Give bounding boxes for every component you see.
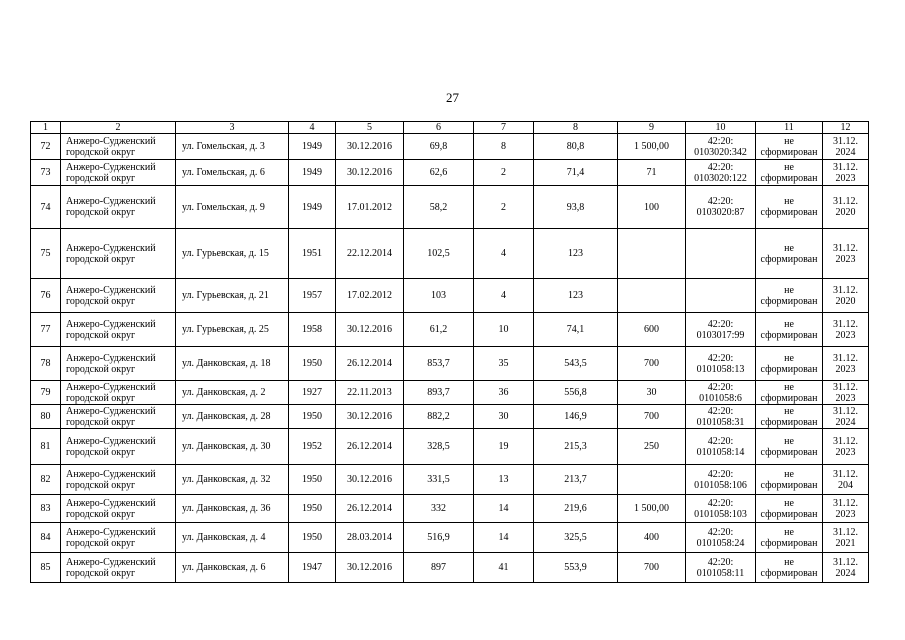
- deadline-cell: 31.12. 2024: [823, 134, 869, 160]
- year-cell: 1947: [289, 553, 336, 583]
- date-cell: 30.12.2016: [336, 553, 404, 583]
- year-cell: 1950: [289, 405, 336, 429]
- area-cell: 102,5: [404, 229, 474, 279]
- column-9-cell: [618, 279, 686, 313]
- year-cell: 1950: [289, 347, 336, 381]
- status-cell: не сформирован: [756, 134, 823, 160]
- date-cell: 17.01.2012: [336, 186, 404, 229]
- page-number: 27: [446, 90, 459, 105]
- column-8-cell: 325,5: [534, 523, 618, 553]
- address-cell: ул. Гомельская, д. 6: [176, 160, 289, 186]
- column-header: 11: [756, 122, 823, 134]
- column-9-cell: [618, 229, 686, 279]
- column-9-cell: 1 500,00: [618, 134, 686, 160]
- date-cell: 30.12.2016: [336, 405, 404, 429]
- cadastral-number-cell: 42:20: 0101058:14: [686, 429, 756, 465]
- table-row: [31, 495, 869, 523]
- column-7-cell: 30: [474, 405, 534, 429]
- row-number: 83: [31, 495, 61, 523]
- year-cell: 1957: [289, 279, 336, 313]
- row-number: 74: [31, 186, 61, 229]
- year-cell: 1958: [289, 313, 336, 347]
- deadline-cell: 31.12. 2023: [823, 347, 869, 381]
- cadastral-number-cell: 42:20: 0101058:11: [686, 553, 756, 583]
- district-cell: Анжеро-Судженский городской округ: [61, 229, 176, 279]
- column-header: 7: [474, 122, 534, 134]
- status-cell: не сформирован: [756, 523, 823, 553]
- status-cell: не сформирован: [756, 347, 823, 381]
- address-cell: ул. Данковская, д. 28: [176, 405, 289, 429]
- row-number: 80: [31, 405, 61, 429]
- area-cell: 103: [404, 279, 474, 313]
- column-9-cell: 100: [618, 186, 686, 229]
- column-8-cell: 123: [534, 229, 618, 279]
- row-number: 77: [31, 313, 61, 347]
- area-cell: 331,5: [404, 465, 474, 495]
- column-8-cell: 74,1: [534, 313, 618, 347]
- column-7-cell: 41: [474, 553, 534, 583]
- date-cell: 28.03.2014: [336, 523, 404, 553]
- area-cell: 62,6: [404, 160, 474, 186]
- date-cell: 26.12.2014: [336, 429, 404, 465]
- district-cell: Анжеро-Судженский городской округ: [61, 429, 176, 465]
- date-cell: 22.12.2014: [336, 229, 404, 279]
- status-cell: не сформирован: [756, 186, 823, 229]
- address-cell: ул. Данковская, д. 18: [176, 347, 289, 381]
- district-cell: Анжеро-Судженский городской округ: [61, 523, 176, 553]
- date-cell: 30.12.2016: [336, 465, 404, 495]
- year-cell: 1927: [289, 381, 336, 405]
- status-cell: не сформирован: [756, 465, 823, 495]
- cadastral-number-cell: 42:20: 0103020:87: [686, 186, 756, 229]
- status-cell: не сформирован: [756, 279, 823, 313]
- deadline-cell: 31.12. 2021: [823, 523, 869, 553]
- deadline-cell: 31.12. 204: [823, 465, 869, 495]
- year-cell: 1950: [289, 465, 336, 495]
- row-number: 82: [31, 465, 61, 495]
- column-8-cell: 556,8: [534, 381, 618, 405]
- area-cell: 61,2: [404, 313, 474, 347]
- address-cell: ул. Гурьевская, д. 21: [176, 279, 289, 313]
- header-row: [31, 122, 869, 134]
- deadline-cell: 31.12. 2023: [823, 429, 869, 465]
- column-7-cell: 2: [474, 186, 534, 229]
- row-number: 85: [31, 553, 61, 583]
- column-header: 3: [176, 122, 289, 134]
- row-number: 84: [31, 523, 61, 553]
- table-row: [31, 347, 869, 381]
- area-cell: 882,2: [404, 405, 474, 429]
- column-7-cell: 36: [474, 381, 534, 405]
- status-cell: не сформирован: [756, 429, 823, 465]
- cadastral-number-cell: 42:20: 0101058:103: [686, 495, 756, 523]
- status-cell: не сформирован: [756, 313, 823, 347]
- column-header: 6: [404, 122, 474, 134]
- column-9-cell: 250: [618, 429, 686, 465]
- date-cell: 22.11.2013: [336, 381, 404, 405]
- row-number: 81: [31, 429, 61, 465]
- date-cell: 26.12.2014: [336, 495, 404, 523]
- table-row: [31, 553, 869, 583]
- cadastral-number-cell: 42:20: 0101058:106: [686, 465, 756, 495]
- column-header: 12: [823, 122, 869, 134]
- area-cell: 332: [404, 495, 474, 523]
- table-row: [31, 134, 869, 160]
- cadastral-number-cell: 42:20: 0101058:6: [686, 381, 756, 405]
- district-cell: Анжеро-Судженский городской округ: [61, 347, 176, 381]
- deadline-cell: 31.12. 2023: [823, 160, 869, 186]
- deadline-cell: 31.12. 2023: [823, 313, 869, 347]
- year-cell: 1949: [289, 186, 336, 229]
- column-7-cell: 2: [474, 160, 534, 186]
- table-row: [31, 465, 869, 495]
- deadline-cell: 31.12. 2023: [823, 229, 869, 279]
- column-8-cell: 146,9: [534, 405, 618, 429]
- district-cell: Анжеро-Судженский городской округ: [61, 279, 176, 313]
- column-9-cell: 600: [618, 313, 686, 347]
- district-cell: Анжеро-Судженский городской округ: [61, 381, 176, 405]
- column-8-cell: 80,8: [534, 134, 618, 160]
- district-cell: Анжеро-Судженский городской округ: [61, 134, 176, 160]
- address-cell: ул. Гомельская, д. 3: [176, 134, 289, 160]
- column-header: 1: [31, 122, 61, 134]
- deadline-cell: 31.12. 2023: [823, 381, 869, 405]
- date-cell: 30.12.2016: [336, 160, 404, 186]
- column-8-cell: 123: [534, 279, 618, 313]
- status-cell: не сформирован: [756, 160, 823, 186]
- table-row: [31, 229, 869, 279]
- row-number: 75: [31, 229, 61, 279]
- area-cell: 897: [404, 553, 474, 583]
- column-header: 5: [336, 122, 404, 134]
- column-8-cell: 543,5: [534, 347, 618, 381]
- deadline-cell: 31.12. 2020: [823, 186, 869, 229]
- table-body: [31, 134, 869, 583]
- district-cell: Анжеро-Судженский городской округ: [61, 495, 176, 523]
- table-row: [31, 313, 869, 347]
- status-cell: не сформирован: [756, 495, 823, 523]
- column-9-cell: 71: [618, 160, 686, 186]
- district-cell: Анжеро-Судженский городской округ: [61, 160, 176, 186]
- address-cell: ул. Данковская, д. 30: [176, 429, 289, 465]
- column-8-cell: 213,7: [534, 465, 618, 495]
- area-cell: 69,8: [404, 134, 474, 160]
- district-cell: Анжеро-Судженский городской округ: [61, 553, 176, 583]
- row-number: 79: [31, 381, 61, 405]
- area-cell: 328,5: [404, 429, 474, 465]
- cadastral-number-cell: 42:20: 0103020:122: [686, 160, 756, 186]
- district-cell: Анжеро-Судженский городской округ: [61, 405, 176, 429]
- column-8-cell: 93,8: [534, 186, 618, 229]
- table-row: [31, 429, 869, 465]
- table-row: [31, 160, 869, 186]
- row-number: 76: [31, 279, 61, 313]
- address-cell: ул. Гурьевская, д. 25: [176, 313, 289, 347]
- district-cell: Анжеро-Судженский городской округ: [61, 465, 176, 495]
- housing-table: [30, 121, 869, 583]
- date-cell: 26.12.2014: [336, 347, 404, 381]
- status-cell: не сформирован: [756, 405, 823, 429]
- area-cell: 893,7: [404, 381, 474, 405]
- address-cell: ул. Данковская, д. 4: [176, 523, 289, 553]
- column-header: 10: [686, 122, 756, 134]
- column-8-cell: 71,4: [534, 160, 618, 186]
- column-7-cell: 35: [474, 347, 534, 381]
- column-9-cell: 700: [618, 553, 686, 583]
- table-header: [31, 122, 869, 134]
- status-cell: не сформирован: [756, 229, 823, 279]
- address-cell: ул. Данковская, д. 32: [176, 465, 289, 495]
- area-cell: 853,7: [404, 347, 474, 381]
- date-cell: 30.12.2016: [336, 313, 404, 347]
- column-header: 8: [534, 122, 618, 134]
- column-9-cell: 400: [618, 523, 686, 553]
- column-header: 4: [289, 122, 336, 134]
- column-8-cell: 553,9: [534, 553, 618, 583]
- cadastral-number-cell: 42:20: 0103017:99: [686, 313, 756, 347]
- column-7-cell: 4: [474, 229, 534, 279]
- district-cell: Анжеро-Судженский городской округ: [61, 313, 176, 347]
- column-9-cell: 700: [618, 347, 686, 381]
- status-cell: не сформирован: [756, 553, 823, 583]
- column-7-cell: 14: [474, 495, 534, 523]
- deadline-cell: 31.12. 2024: [823, 405, 869, 429]
- column-7-cell: 10: [474, 313, 534, 347]
- row-number: 78: [31, 347, 61, 381]
- deadline-cell: 31.12. 2024: [823, 553, 869, 583]
- address-cell: ул. Данковская, д. 2: [176, 381, 289, 405]
- year-cell: 1951: [289, 229, 336, 279]
- column-9-cell: 1 500,00: [618, 495, 686, 523]
- year-cell: 1950: [289, 495, 336, 523]
- column-header: 9: [618, 122, 686, 134]
- cadastral-number-cell: 42:20: 0101058:24: [686, 523, 756, 553]
- year-cell: 1950: [289, 523, 336, 553]
- column-7-cell: 13: [474, 465, 534, 495]
- column-7-cell: 14: [474, 523, 534, 553]
- cadastral-number-cell: [686, 279, 756, 313]
- deadline-cell: 31.12. 2023: [823, 495, 869, 523]
- row-number: 73: [31, 160, 61, 186]
- address-cell: ул. Данковская, д. 6: [176, 553, 289, 583]
- date-cell: 17.02.2012: [336, 279, 404, 313]
- column-9-cell: [618, 465, 686, 495]
- table-row: [31, 279, 869, 313]
- table-row: [31, 381, 869, 405]
- year-cell: 1949: [289, 160, 336, 186]
- column-7-cell: 19: [474, 429, 534, 465]
- date-cell: 30.12.2016: [336, 134, 404, 160]
- cadastral-number-cell: [686, 229, 756, 279]
- cadastral-number-cell: 42:20: 0101058:31: [686, 405, 756, 429]
- address-cell: ул. Данковская, д. 36: [176, 495, 289, 523]
- column-9-cell: 30: [618, 381, 686, 405]
- cadastral-number-cell: 42:20: 0103020:342: [686, 134, 756, 160]
- column-header: 2: [61, 122, 176, 134]
- column-7-cell: 4: [474, 279, 534, 313]
- year-cell: 1952: [289, 429, 336, 465]
- table-row: [31, 405, 869, 429]
- cadastral-number-cell: 42:20: 0101058:13: [686, 347, 756, 381]
- column-9-cell: 700: [618, 405, 686, 429]
- area-cell: 58,2: [404, 186, 474, 229]
- column-8-cell: 219,6: [534, 495, 618, 523]
- column-7-cell: 8: [474, 134, 534, 160]
- table-row: [31, 186, 869, 229]
- address-cell: ул. Гомельская, д. 9: [176, 186, 289, 229]
- district-cell: Анжеро-Судженский городской округ: [61, 186, 176, 229]
- area-cell: 516,9: [404, 523, 474, 553]
- address-cell: ул. Гурьевская, д. 15: [176, 229, 289, 279]
- year-cell: 1949: [289, 134, 336, 160]
- status-cell: не сформирован: [756, 381, 823, 405]
- column-8-cell: 215,3: [534, 429, 618, 465]
- table-row: [31, 523, 869, 553]
- row-number: 72: [31, 134, 61, 160]
- deadline-cell: 31.12. 2020: [823, 279, 869, 313]
